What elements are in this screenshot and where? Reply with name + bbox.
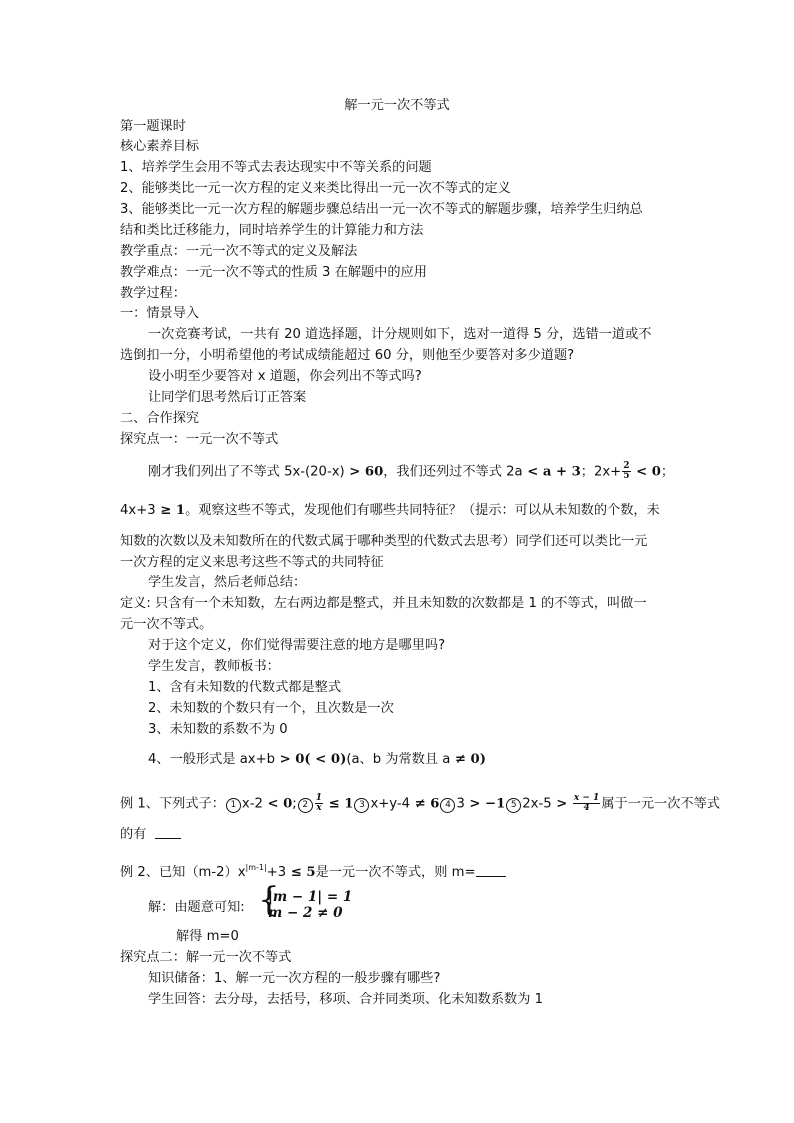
text-line: 2、能够类比一元一次方程的定义来类比得出一元一次不等式的定义 [120,181,511,196]
text-line: 选倒扣一分，小明希望他的考试成绩能超过 60 分，则他至少要答对多少道题? [120,348,575,363]
text-line: 学生发言，然后老师总结： [148,575,307,590]
brace-icon: { [258,880,280,920]
text-run: ；2x+ [580,464,622,480]
math-run: ≠ 6 [410,796,440,812]
fraction-denominator: 4 [583,803,590,813]
text-run: 刚才我们列出了不等式 5x-(20-x) [148,464,345,480]
section-heading: 二、合作探究 [120,411,200,426]
solution-label: 解：由题意可知: [148,900,245,915]
text-run: 例 1、下列式子： [120,796,225,812]
fraction-numerator: 1 [315,793,323,803]
text-line: 学生回答：去分母，去括号，移项、合并同类项、化未知数系数为 1 [148,992,544,1007]
text-run: x+y-4 [370,796,411,812]
text-run: 。观察这些不等式，发现他们有哪些共同特征？（提示：可以从未知数的个数，未 [185,503,660,518]
fraction [573,794,600,813]
subsection-heading: 探究点二：解一元一次不等式 [120,950,292,965]
answer-blank [476,864,506,877]
text-line: 结和类比迁移能力，同时培养学生的计算能力和方法 [120,223,424,238]
fraction-denominator: 5 [623,471,630,481]
text-line: 一次方程的定义来思考这些不等式的共同特征 [120,555,384,570]
circled-number: 5 [506,798,521,813]
example-2 [120,859,506,882]
text-run: 属于一元一次不等式 [601,796,720,812]
text-line: 学生发言，教师板书： [148,659,280,674]
math-run: ≥ 1 [155,503,186,518]
math-run: ≠ 0) [450,752,486,767]
text-line: 解得 m=0 [176,929,239,944]
subsection-heading: 探究点一：一元一次不等式 [120,432,279,447]
text-line: 1、培养学生会用不等式去表达现实中不等关系的问题 [120,160,432,175]
fraction [622,462,630,481]
list-item: 2、未知数的个数只有一个，且次数是一次 [148,701,394,716]
math-run: ≤ 5 [286,865,316,880]
section-heading: 一：情景导入 [120,306,200,321]
circled-number: 3 [354,798,369,813]
text-run: ; [292,796,297,812]
inequality-examples-line [148,462,674,482]
text-line: 第一题课时 [120,119,186,134]
equation-line: m − 2 ≠ 0 [268,905,343,921]
example-1 [120,794,720,814]
text-run: 3 [456,796,465,812]
exponent: |m-1| [245,863,267,872]
text-run: x-2 [241,796,263,812]
math-run: < 0 [262,796,293,812]
text-line: 一次竞赛考试，一共有 20 道选择题，计分规则如下，选对一道得 5 分，选错一道或不 [148,327,652,342]
math-run: < 0 [631,464,661,480]
text-run: 2x-5 [522,796,552,812]
math-run: > −1 [464,796,506,812]
text-line: 核心素养目标 [120,139,200,154]
text-line: 对于这个定义，你们觉得需要注意的地方是哪里吗? [148,638,446,653]
circled-number: 2 [298,798,313,813]
circled-number: 4 [440,798,455,813]
list-item: 1、含有未知数的代数式都是整式 [148,680,342,695]
text-run: ，我们还列过不等式 2a [383,464,523,480]
text-run: 例 2、已知（m-2）x [120,865,246,880]
text-line: 3、能够类比一元一次方程的解题步骤总结出一元一次不等式的解题步骤，培养学生归纳总 [120,202,643,217]
definition-line: 元一次不等式。 [120,617,213,632]
text-run: 的有 [120,827,147,842]
fraction [315,794,323,813]
definition-line: 定义: 只含有一个未知数，左右两边都是整式，并且未知数的次数都是 1 的不等式，叫做一 [120,596,647,611]
text-line: 教学重点：一元一次不等式的定义及解法 [120,244,358,259]
text-line [120,502,660,520]
text-line: 设小明至少要答对 x 道题，你会列出不等式吗? [148,369,422,384]
answer-blank [155,826,181,839]
math-run: < a + 3 [522,464,581,480]
text-line [120,826,181,844]
equation-line: |m − 1| = 1 [268,889,353,905]
text-run: 4、一般形式是 ax+b [148,752,276,767]
math-run: > 0( < 0) [275,752,347,767]
fraction-denominator: x [316,803,322,813]
fraction-numerator: 2 [623,461,630,471]
math-run: > 60 [344,464,384,480]
circled-number: 1 [226,798,241,813]
text-run: 4x+3 [120,503,156,518]
text-run: +3 [266,865,287,880]
text-line: 教学过程： [120,286,186,301]
text-line: 教学难点：一元一次不等式的性质 3 在解题中的应用 [120,265,427,280]
text-line: 让同学们思考然后订正答案 [148,390,307,405]
math-run: ≤ 1 [324,796,354,812]
text-line: 知识储备：1、解一元一次方程的一般步骤有哪些? [148,971,441,986]
list-item [148,751,486,769]
document-title: 解一元一次不等式 [344,98,450,113]
text-line: 知数的次数以及未知数所在的代数式属于哪种类型的代数式去思考）同学们还可以类比一元 [120,534,648,549]
text-run: ； [660,464,675,480]
text-run: 是一元一次不等式，则 m= [315,865,476,880]
fraction-numerator: x − 1 [573,793,600,803]
math-run: > [551,796,572,812]
list-item: 3、未知数的系数不为 0 [148,722,288,737]
text-run: (a、b 为常数且 a [346,752,451,767]
